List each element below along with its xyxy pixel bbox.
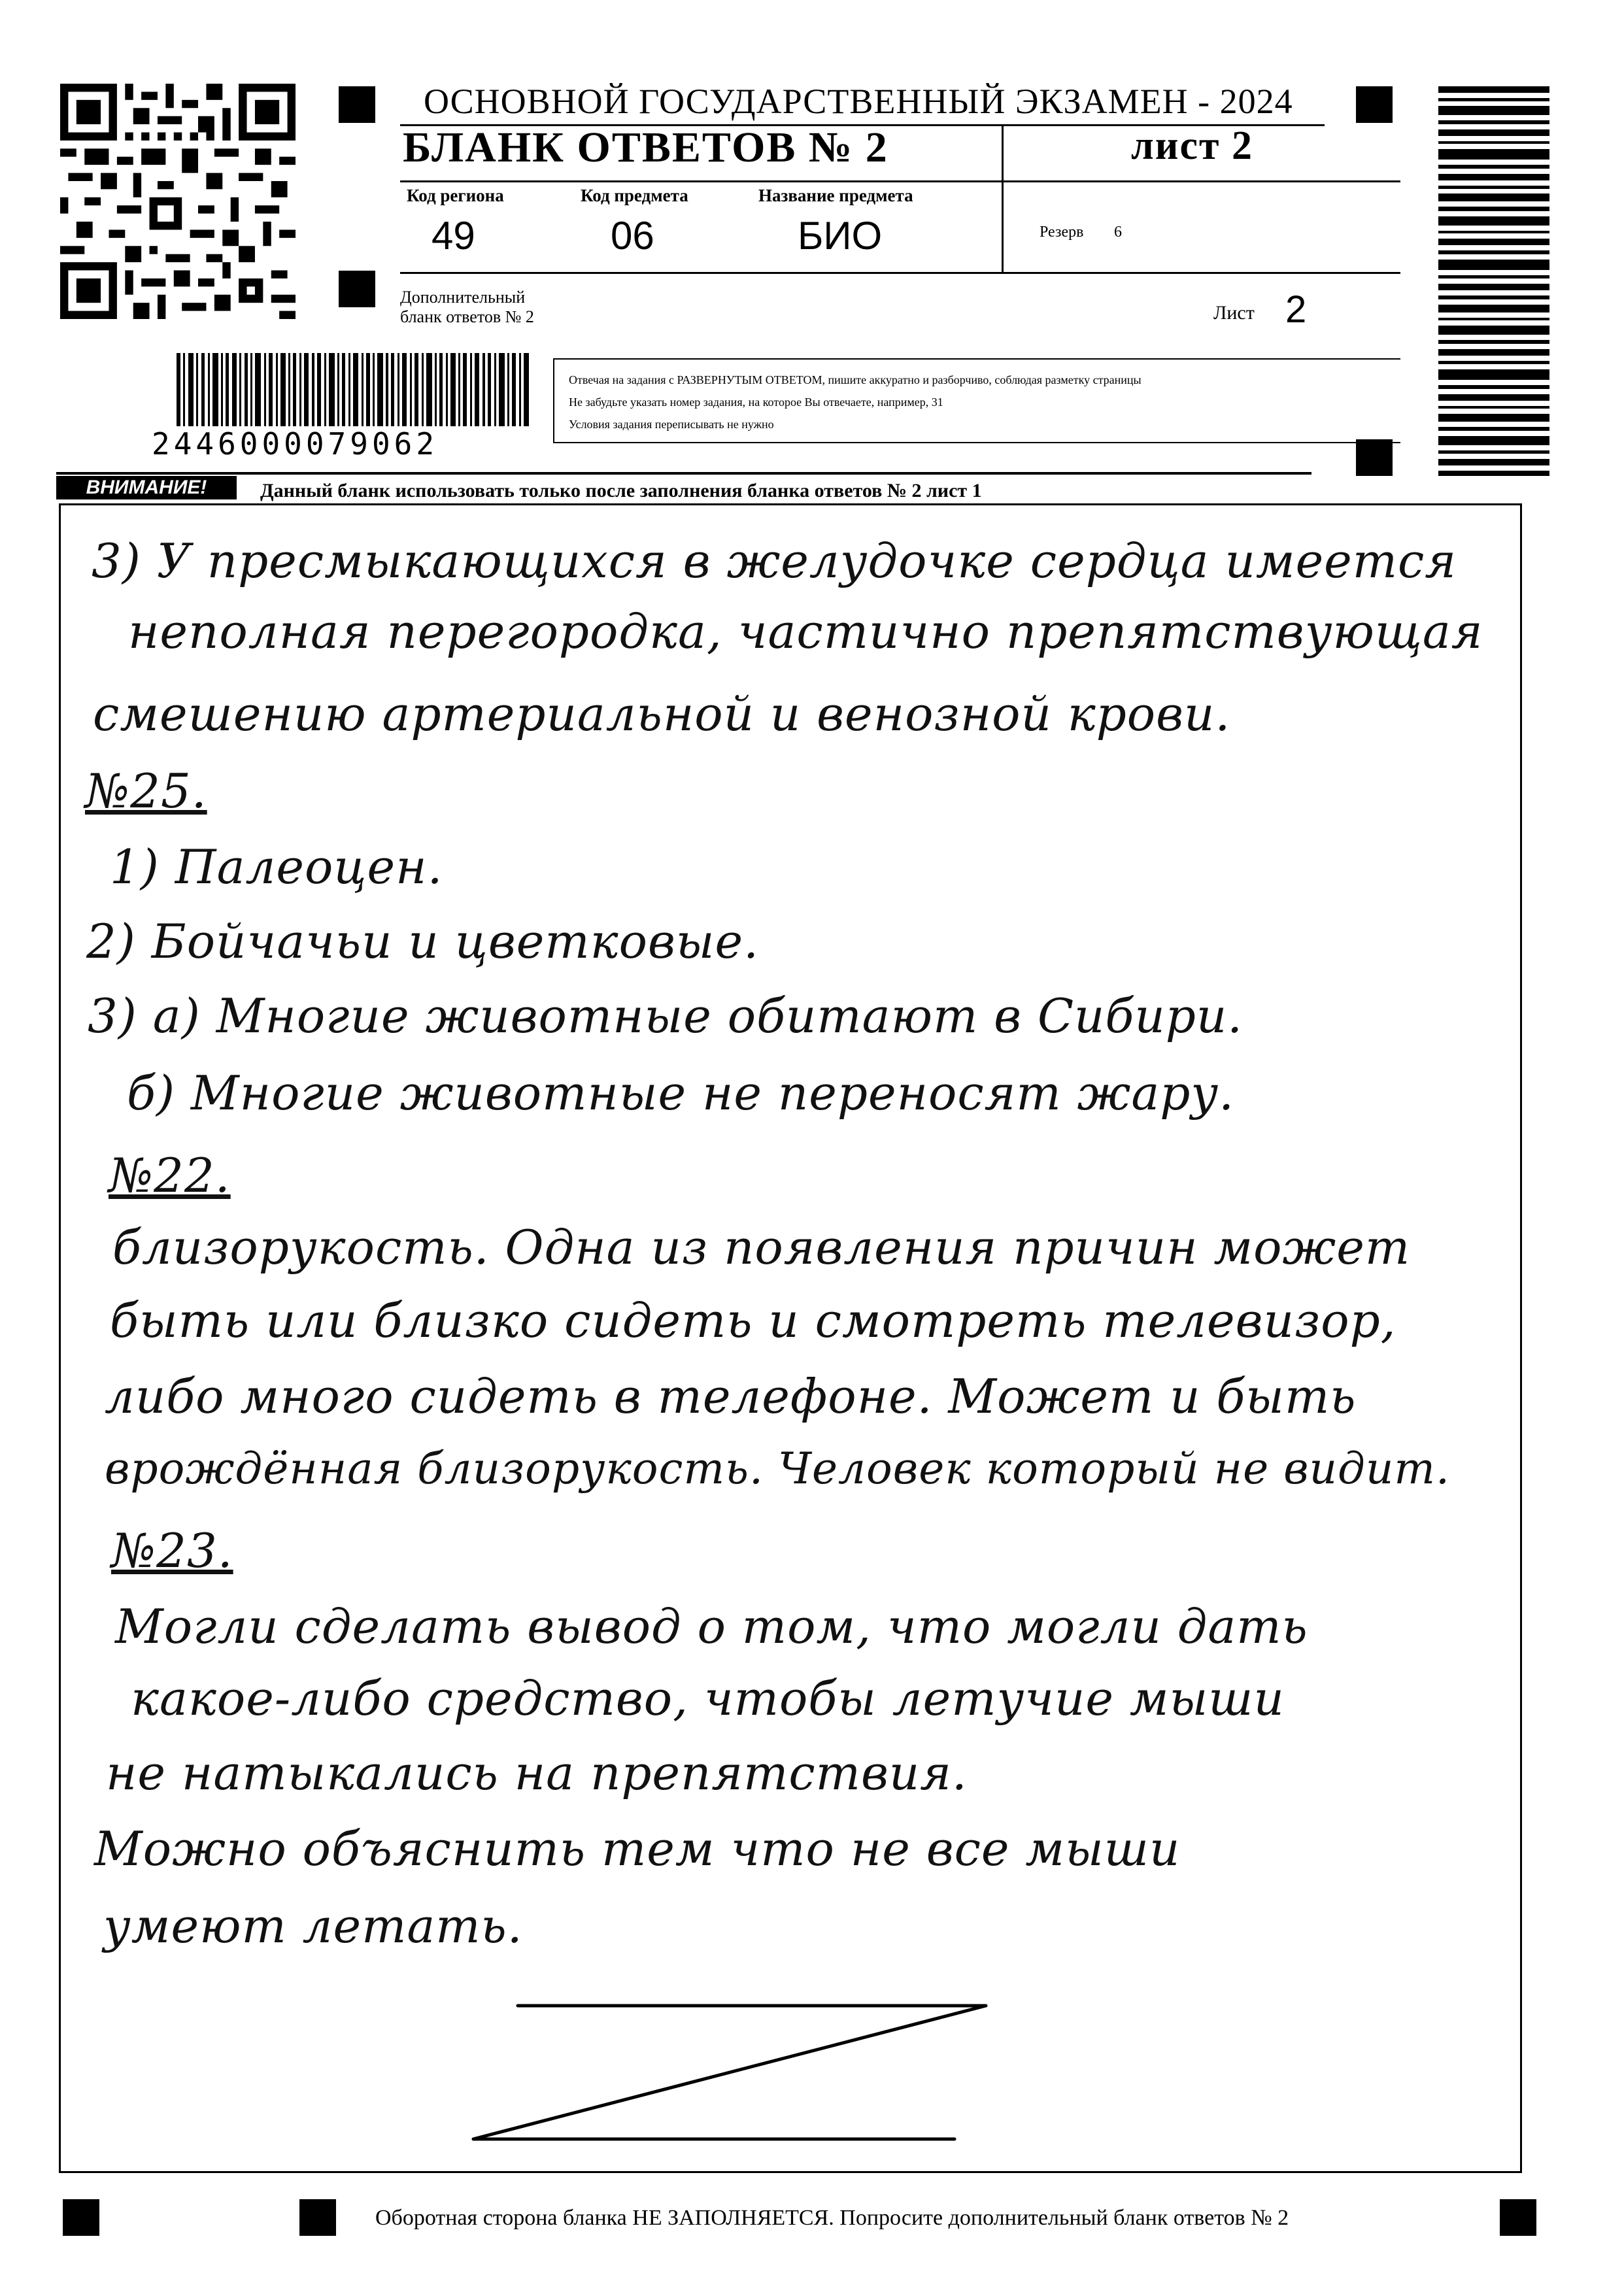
registration-mark: [1356, 86, 1393, 123]
side-barcode: [1438, 86, 1549, 479]
blank-title: БЛАНК ОТВЕТОВ № 2: [403, 124, 888, 171]
registration-mark: [339, 86, 375, 123]
reserve-value: 6: [1114, 224, 1122, 241]
instruction-line2: Не забудьте указать номер задания, на которое Вы отвечаете, например, 31: [569, 396, 943, 409]
registration-mark: [63, 2199, 99, 2236]
answer-line: близорукость. Одна из появления причин может: [112, 1220, 1411, 1275]
answer-line: не натыкались на препятствия.: [106, 1746, 968, 1800]
sheet-label: лист 2: [1131, 124, 1253, 168]
qr-code: [60, 84, 296, 319]
answer-line: №25.: [85, 764, 207, 818]
footer-text: Оборотная сторона бланка НЕ ЗАПОЛНЯЕТСЯ. Попросите дополнительный бланк ответов № 2: [375, 2206, 1289, 2230]
warning-text: Данный бланк использовать только после заполнения бланка ответов № 2 лист 1: [260, 480, 982, 501]
answer-line: быть или близко сидеть и смотреть телевизор,: [110, 1293, 1396, 1348]
z-strike-mark: [458, 1987, 994, 2157]
additional-label-line1: Дополнительный: [400, 288, 526, 307]
instruction-line3: Условия задания переписывать не нужно: [569, 418, 774, 431]
header-rule: [400, 180, 1400, 182]
answer-line: №22.: [109, 1148, 231, 1203]
answer-line: 2) Бойчачьи и цветковые.: [86, 914, 760, 969]
registration-mark: [1356, 439, 1393, 476]
registration-mark: [1500, 2199, 1536, 2236]
registration-mark: [299, 2199, 336, 2236]
header-vertical-divider: [1002, 124, 1004, 272]
warning-badge-text: ВНИМАНИЕ!: [86, 477, 207, 498]
answer-line: умеют летать.: [103, 1898, 523, 1953]
region-code-label: Код региона: [407, 186, 504, 205]
region-code: 49: [431, 214, 475, 258]
answer-line: неполная перегородка, частично препятствующая: [128, 604, 1483, 659]
warning-badge: [56, 476, 237, 499]
instructions: [569, 369, 1142, 435]
sheet-no: 2: [1285, 288, 1307, 331]
answer-line: №23.: [111, 1523, 233, 1578]
additional-label-line2: бланк ответов № 2: [400, 307, 534, 326]
answer-line: какое-либо средство, чтобы летучие мыши: [131, 1671, 1285, 1726]
answer-line: 3) а) Многие животные обитают в Сибири.: [88, 988, 1243, 1043]
instructions-bottom-rule: [553, 442, 1400, 443]
instructions-left-rule: [553, 358, 554, 443]
barcode-number: 2446000079062: [152, 426, 439, 462]
answer-line: смешению артериальной и венозной крови.: [93, 686, 1231, 741]
barcode: [177, 353, 530, 426]
subject-code-label: Код предмета: [581, 186, 688, 205]
answer-line: 3) У пресмыкающихся в желудочке сердца имеется: [92, 533, 1457, 588]
exam-title: ОСНОВНОЙ ГОСУДАРСТВЕННЫЙ ЭКЗАМЕН - 2024: [424, 82, 1293, 121]
answer-line: Могли сделать вывод о том, что могли дать: [115, 1599, 1308, 1654]
warning-strip: [56, 472, 1311, 475]
subject-name: БИО: [798, 214, 883, 258]
answer-line: врождённая близорукость. Человек который не видит.: [105, 1443, 1450, 1494]
answer-line: б) Многие животные не переносят жару.: [127, 1066, 1235, 1121]
answer-line: Можно объяснить тем что не все мыши: [94, 1821, 1181, 1876]
subject-code: 06: [611, 214, 654, 258]
header-rule-2: [400, 272, 1400, 274]
instruction-line1: Отвечая на задания с РАЗВЕРНУТЫМ ОТВЕТОМ, пишите аккуратно и разборчиво, соблюдая разметку страницы: [569, 373, 1142, 386]
additional-label: [400, 288, 534, 327]
answer-line: 1) Палеоцен.: [110, 839, 443, 894]
instructions-top-rule: [553, 358, 1400, 360]
subject-name-label: Название предмета: [758, 186, 913, 205]
reserve-label: Резерв: [1040, 224, 1084, 241]
registration-mark: [339, 271, 375, 307]
answer-line: либо много сидеть в телефоне. Может и быть: [105, 1369, 1357, 1424]
sheet-no-label: Лист: [1213, 302, 1255, 324]
